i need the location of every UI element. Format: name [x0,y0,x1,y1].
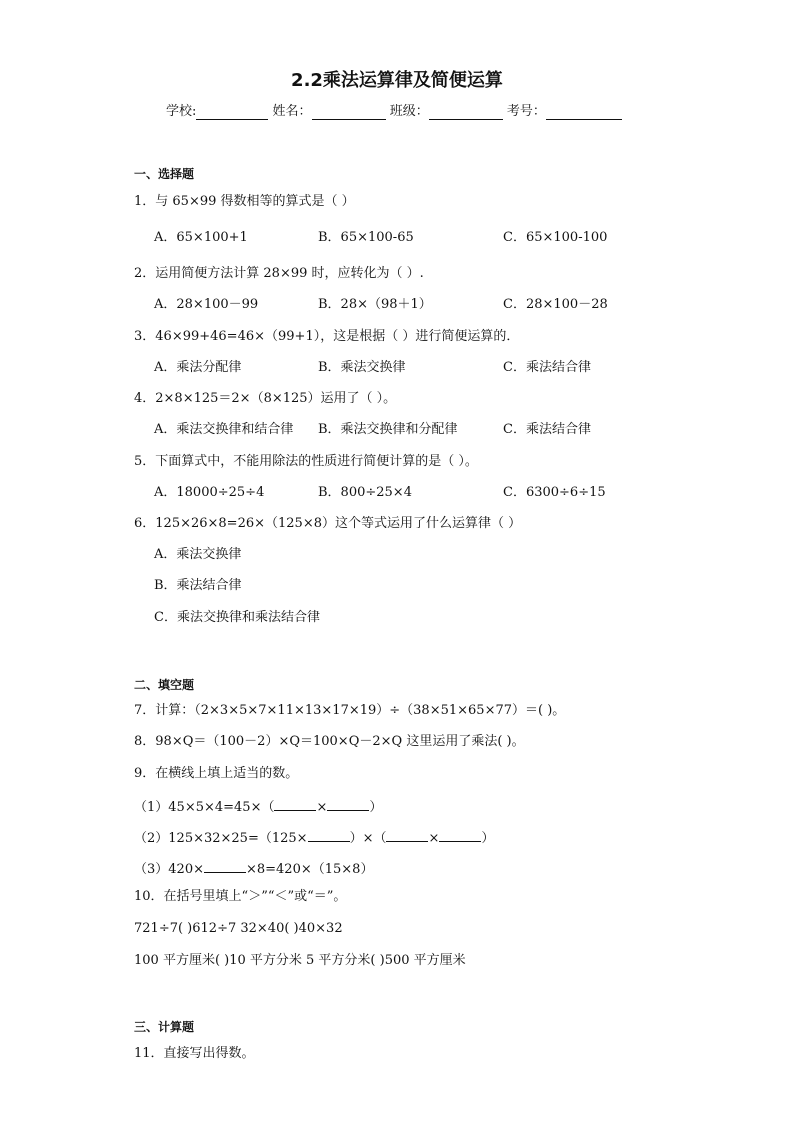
q9-l1-text-c: ） [369,800,383,815]
question-2-option-a[interactable]: A．28×100－99 [154,297,259,312]
question-10-row-1: 721÷7( )612÷7 32×40( )40×32 [134,921,343,936]
question-2-option-b[interactable]: B．28×（98＋1） [318,297,432,312]
number-label: 考号： [506,104,546,119]
section-fill-heading: 二、填空题 [134,678,195,692]
question-5-option-c[interactable]: C．6300÷6÷15 [503,485,606,500]
question-6-option-b[interactable]: B．乘法结合律 [154,578,242,593]
q9-l2-blank-2[interactable] [386,828,428,842]
q9-l3-text-b: ×8=420×（15×8） [245,862,374,877]
question-2-stem: 2．运用简便方法计算 28×99 时，应转化为（ ）. [134,266,424,281]
question-3-stem: 3．46×99+46=46×（99+1），这是根据（ ）进行简便运算的． [134,329,520,344]
question-4-option-a[interactable]: A．乘法交换律和结合律 [154,422,294,437]
question-3-option-c[interactable]: C．乘法结合律 [503,360,591,375]
question-1-option-a[interactable]: A．65×100+1 [154,230,248,245]
question-7: 7．计算：（2×3×5×7×11×13×17×19）÷（38×51×65×77）＝( )。 [134,703,566,718]
question-6-option-a[interactable]: A．乘法交换律 [154,547,242,562]
question-9-line-1 [134,797,382,816]
question-11-stem: 11．直接写出得数。 [134,1046,255,1061]
question-4-option-b[interactable]: B．乘法交换律和分配律 [318,422,458,437]
section-choice-heading: 一、选择题 [134,167,195,181]
number-blank[interactable] [546,105,622,120]
question-9-line-2 [134,828,494,847]
q9-l2-text-a: （2）125×32×25=（125× [134,831,308,846]
question-5-option-b[interactable]: B．800÷25×4 [318,485,412,500]
question-8: 8．98×Q＝（100－2）×Q＝100×Q－2×Q 这里运用了乘法( )。 [134,734,525,749]
q9-l2-text-b: ）×（ [349,831,387,846]
school-blank[interactable] [196,105,268,120]
question-9-stem: 9．在横线上填上适当的数。 [134,766,299,781]
question-3-option-a[interactable]: A．乘法分配律 [154,360,242,375]
question-10-row-2: 100 平方厘米( )10 平方分米 5 平方分米( )500 平方厘米 [134,953,466,968]
q9-l2-text-c: × [428,831,440,846]
q9-l1-text-a: （1）45×5×4=45×（ [134,800,275,815]
q9-l3-blank-1[interactable] [204,859,246,873]
question-3-option-b[interactable]: B．乘法交换律 [318,360,406,375]
section-calc-heading: 三、计算题 [134,1020,195,1034]
class-label: 班级： [389,104,429,119]
name-blank[interactable] [312,105,386,120]
question-1-option-c[interactable]: C．65×100-100 [503,230,608,245]
page-title: 2.2乘法运算律及简便运算 [291,70,503,91]
question-1-stem: 1．与 65×99 得数相等的算式是（ ） [134,194,355,209]
q9-l2-blank-1[interactable] [308,828,350,842]
question-5-stem: 5．下面算式中，不能用除法的性质进行简便计算的是（ ）。 [134,454,478,469]
q9-l2-blank-3[interactable] [439,828,481,842]
q9-l2-text-d: ） [481,831,495,846]
q9-l1-blank-1[interactable] [274,797,316,811]
q9-l1-text-b: × [316,800,328,815]
class-blank[interactable] [429,105,503,120]
q9-l3-text-a: （3）420× [134,862,204,877]
question-2-option-c[interactable]: C．28×100－28 [503,297,608,312]
name-label: 姓名： [272,104,312,119]
question-9-line-3 [134,859,373,878]
question-4-stem: 4．2×8×125＝2×（8×125）运用了（ ）。 [134,391,397,406]
question-6-stem: 6．125×26×8=26×（125×8）这个等式运用了什么运算律（ ） [134,516,522,531]
q9-l1-blank-2[interactable] [327,797,369,811]
question-6-option-c[interactable]: C．乘法交换律和乘法结合律 [154,610,320,625]
school-label: 学校: [166,104,197,119]
question-4-option-c[interactable]: C．乘法结合律 [503,422,591,437]
student-info-row [166,104,622,120]
question-10-stem: 10．在括号里填上“＞”“＜”或“＝”。 [134,889,347,904]
question-5-option-a[interactable]: A．18000÷25÷4 [154,485,265,500]
question-1-option-b[interactable]: B．65×100-65 [318,230,414,245]
